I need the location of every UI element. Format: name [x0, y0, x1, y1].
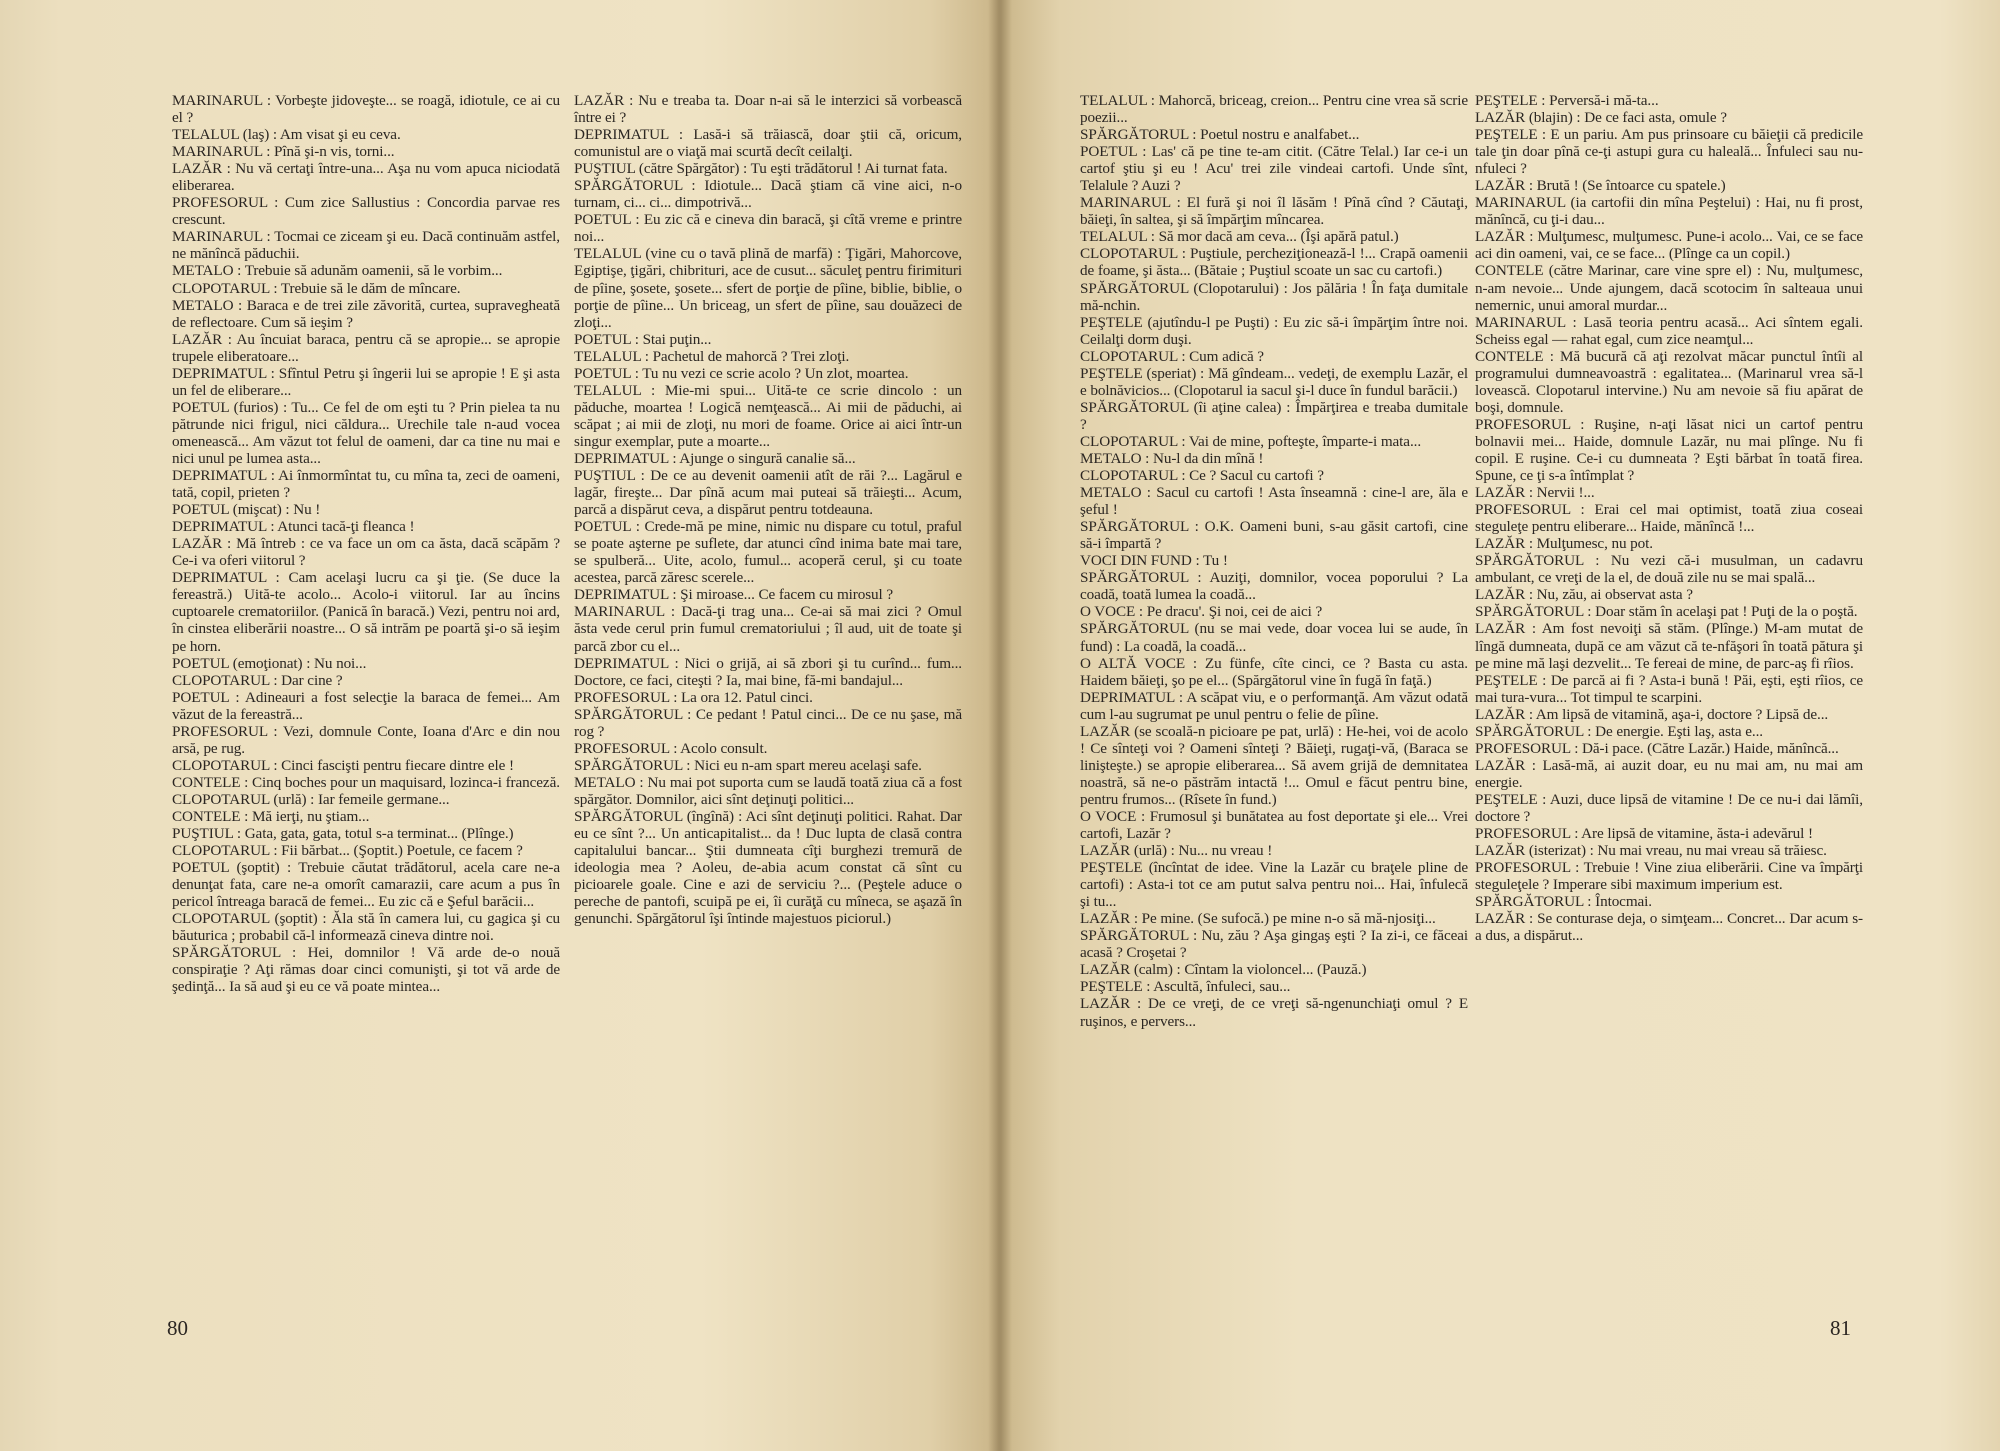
dialogue-line: PROFESORUL : La ora 12. Patul cinci.: [574, 688, 813, 706]
dialogue-line: PROFESORUL : Acolo consult.: [574, 739, 768, 757]
dialogue-line: LAZĂR (se scoală-n picioare pe pat, urlă) : He-hei, voi de acolo ! Ce sînteţi voi ? Oameni sînteţi ? Băieţi, rugaţi-vă, (Baraca se linişteşte.) se apropie eliberarea... Să avem grijă de demnitatea noastră, să ne-o păstrăm intactă !... Omul e făcut pentru bine, pentru frumos... (Rîsete în fund.): [1080, 722, 1468, 808]
dialogue-line: CLOPOTARUL : Dar cine ?: [172, 671, 343, 689]
dialogue-line: PROFESORUL : Dă-i pace. (Către Lazăr.) Haide, mănîncă...: [1475, 739, 1839, 757]
dialogue-line: PEŞTELE (încîntat de idee. Vine la Lazăr cu braţele pline de cartofi) : Asta-i tot ce am putut salva pentru noi... Hai, înfulecă şi tu...: [1080, 859, 1468, 911]
column-left-2: [574, 92, 962, 927]
dialogue-line: MARINARUL : El fură şi noi îl lăsăm ! Pînă cînd ? Căutaţi, băieţi, în saltea, şi să împărţim mîncarea.: [1080, 194, 1468, 229]
dialogue-line: PROFESORUL : Cum zice Sallustius : Concordia parvae res crescunt.: [172, 194, 560, 229]
dialogue-line: LAZĂR (calm) : Cîntam la violoncel... (Pauză.): [1080, 961, 1367, 979]
dialogue-line: POETUL (emoţionat) : Nu noi...: [172, 654, 367, 672]
dialogue-line: DEPRIMATUL : Ajunge o singură canalie să...: [574, 449, 856, 467]
dialogue-line: PEŞTELE : Ascultă, înfuleci, sau...: [1080, 978, 1291, 996]
dialogue-line: CLOPOTARUL : Vai de mine, pofteşte, împarte-i mata...: [1080, 432, 1422, 450]
dialogue-line: CLOPOTARUL : Puştiule, percheziţionează-l !... Crapă oamenii de foame, şi ăsta... (Bătaie ; Puştiul scoate un sac cu cartofi.): [1080, 245, 1468, 280]
dialogue-line: PEŞTELE : De parcă ai fi ? Asta-i bună ! Păi, eşti, eşti rîios, ce mai tura-vura... Tot timpul te scarpini.: [1475, 671, 1863, 706]
dialogue-line: DEPRIMATUL : Lasă-i să trăiască, doar ştii că, oricum, comunistul are o viaţă mai scurtă decît ceilalţi.: [574, 126, 962, 161]
dialogue-line: SPĂRGĂTORUL : Idiotule... Dacă ştiam că vine aici, n-o turnam, ci... ci... dimpotrivă...: [574, 177, 962, 212]
dialogue-line: SPĂRGĂTORUL : Nu, zău ? Aşa gingaş eşti ? Ia zi-i, ce făceai acasă ? Croşetai ?: [1080, 927, 1468, 962]
dialogue-line: CONTELE : Mă bucură că aţi rezolvat măcar punctul întîi al programului dumneavoastră : egalitatea... (Marinarul vrea să-l lovească. Clopotarul intervine.) Nu am nevoie să fiu apărat de boşi, domnule.: [1475, 347, 1863, 416]
dialogue-line: LAZĂR : Am lipsă de vitamină, aşa-i, doctore ? Lipsă de...: [1475, 705, 1829, 723]
dialogue-line: METALO : Trebuie să adunăm oamenii, să le vorbim...: [172, 262, 503, 280]
dialogue-line: TELALUL (vine cu o tavă plină de marfă) : Ţigări, Mahorcove, Egiptişe, ţigări, chibrituri, ace de cusut... săculeţ pentru firimituri de pîine, şosete, şosete... sfert de porţie de pîine, biblie, biblie, o porţie de pîine... Un briceag, un sfert de pîine, sau douăzeci de zloţi...: [574, 245, 962, 331]
dialogue-line: LAZĂR : Mulţumesc, mulţumesc. Pune-i acolo... Vai, ce se face aci din oameni, vai, ce se face... (Plînge ca un copil.): [1475, 228, 1863, 263]
dialogue-line: PROFESORUL : Ruşine, n-aţi lăsat nici un cartof pentru bolnavii mei... Haide, domnule Lazăr, nu mai plînge. Nu fi copil. E ruşine. Ce-i cu dumneata ? Eşti bărbat în toată firea. Spune, ce ţi s-a întîmplat ?: [1475, 415, 1863, 485]
dialogue-line: POETUL : Adineauri a fost selecţie la baraca de femei... Am văzut de la fereastră...: [172, 688, 560, 723]
dialogue-line: SPĂRGĂTORUL : Doar stăm în acelaşi pat ! Puţi de la o poştă.: [1475, 603, 1858, 621]
dialogue-line: LAZĂR : Nu vă certaţi între-una... Aşa nu vom apuca niciodată eliberarea.: [172, 160, 560, 195]
dialogue-line: LAZĂR : Lasă-mă, ai auzit doar, eu nu mai am, nu mai am energie.: [1475, 756, 1863, 791]
page-number-right: 81: [1830, 1316, 1851, 1340]
dialogue-line: POETUL (şoptit) : Trebuie căutat trădătorul, acela care ne-a denunţat fata, care ne-a omorît camarazii, care acum a pus în pericol întreaga baracă de femei... Eu zic că e Şeful barăcii...: [172, 859, 560, 911]
dialogue-line: PEŞTELE : E un pariu. Am pus prinsoare cu băieţii că predicile tale ţin doar pînă ce-ţi astupi gura cu haleală... Înfuleci sau nu-nfuleci ?: [1475, 126, 1863, 178]
dialogue-line: POETUL : Stai puţin...: [574, 330, 712, 348]
dialogue-line: PEŞTELE (ajutîndu-l pe Puşti) : Eu zic să-i împărţim între noi. Ceilalţi dorm duşi.: [1080, 313, 1468, 348]
dialogue-line: LAZĂR : Brută ! (Se întoarce cu spatele.): [1475, 177, 1726, 195]
dialogue-line: DEPRIMATUL : Atunci tacă-ţi fleanca !: [172, 518, 415, 536]
dialogue-line: PEŞTELE : Auzi, duce lipsă de vitamine ! De ce nu-i dai lămîi, doctore ?: [1475, 790, 1863, 825]
dialogue-line: SPĂRGĂTORUL : Hei, domnilor ! Vă arde de-o nouă conspiraţie ? Aţi rămas doar cinci comunişti, şi tot vă arde de şedinţă... Ia să aud şi eu ce vă poate mintea...: [172, 944, 560, 996]
dialogue-line: CLOPOTARUL (urlă) : Iar femeile germane...: [172, 790, 450, 808]
column-right-2: [1475, 92, 1863, 944]
dialogue-line: PROFESORUL : Trebuie ! Vine ziua eliberării. Cine va împărţi steguleţele ? Imperare sibi maximum imperium est.: [1475, 859, 1863, 894]
dialogue-line: LAZĂR : Pe mine. (Se sufocă.) pe mine n-o să mă-njosiţi...: [1080, 910, 1436, 928]
dialogue-line: SPĂRGĂTORUL : Nici eu n-am spart mereu acelaşi safe.: [574, 756, 922, 774]
dialogue-line: SPĂRGĂTORUL (Clopotarului) : Jos pălăria ! În faţa dumitale mă-nchin.: [1080, 279, 1468, 314]
dialogue-line: MARINARUL (ia cartofii din mîna Peştelui) : Hai, nu fi prost, mănîncă, cu ţi-i dau...: [1475, 194, 1863, 229]
dialogue-line: LAZĂR : Au încuiat baraca, pentru că se apropie... se apropie trupele eliberatoare...: [172, 330, 560, 365]
dialogue-line: CONTELE (către Marinar, care vine spre el) : Nu, mulţumesc, n-am nevoie... Unde ajungem, dacă scotocim în salteaua unui nemernic, unui amoral murdar...: [1475, 262, 1863, 314]
dialogue-line: LAZĂR : Mulţumesc, nu pot.: [1475, 535, 1653, 553]
dialogue-line: CLOPOTARUL : Fii bărbat... (Şoptit.) Poetule, ce facem ?: [172, 842, 523, 860]
dialogue-line: MARINARUL : Pînă şi-n vis, torni...: [172, 143, 395, 161]
dialogue-line: CLOPOTARUL (şoptit) : Ăla stă în camera lui, cu gagica şi cu băuturica ; probabil că-l informează cineva dintre noi.: [172, 910, 560, 945]
dialogue-line: SPĂRGĂTORUL : Nu vezi că-i musulman, un cadavru ambulant, ce vreţi de la el, de două zile nu se mai spală...: [1475, 552, 1863, 587]
dialogue-line: O ALTĂ VOCE : Zu fünfe, cîte cinci, ce ? Basta cu asta. Haidem băieţi, şo pe el... (Spărgătorul vine în fugă în faţă.): [1080, 654, 1468, 689]
dialogue-line: TELALUL : Mie-mi spui... Uită-te ce scrie dincolo : un păduche, moartea ! Logică nemţească... Ai mii de păduchi, ai scăpat ; ai mii de zloţi, nu mori de foame. Orice ai aici într-un singur exemplar, pute a moarte...: [574, 381, 962, 450]
dialogue-line: TELALUL (laş) : Am visat şi eu ceva.: [172, 126, 401, 144]
dialogue-line: LAZĂR : De ce vreţi, de ce vreţi să-ngenunchiaţi omul ? E ruşinos, e pervers...: [1080, 995, 1468, 1030]
dialogue-line: METALO : Baraca e de trei zile zăvorită, curtea, supravegheată de reflectoare. Cum să ieşim ?: [172, 296, 560, 331]
dialogue-line: METALO : Nu mai pot suporta cum se laudă toată ziua că a fost spărgător. Domnilor, aici sînt deţinuţi politici...: [574, 773, 962, 808]
dialogue-line: METALO : Sacul cu cartofi ! Asta înseamnă : cine-l are, ăla e şeful !: [1080, 484, 1468, 519]
dialogue-line: SPĂRGĂTORUL : Auziţi, domnilor, vocea poporului ? La coadă, toată lumea la coadă...: [1080, 569, 1468, 604]
dialogue-line: LAZĂR (blajin) : De ce faci asta, omule ?: [1475, 109, 1727, 127]
dialogue-line: DEPRIMATUL : Nici o grijă, ai să zbori şi tu curînd... fum... Doctore, ce faci, citeşti ? Ia, mai bine, fă-mi bandajul...: [574, 654, 962, 689]
dialogue-line: DEPRIMATUL : Ai înmormîntat tu, cu mîna ta, zeci de oameni, tată, copil, prieten ?: [172, 467, 560, 502]
dialogue-line: MARINARUL : Tocmai ce ziceam şi eu. Dacă continuăm astfel, ne mănîncă păduchii.: [172, 228, 560, 263]
dialogue-line: PUŞTIUL : De ce au devenit oamenii atît de răi ?... Lagărul e lagăr, fireşte... Dar pînă acum mai puteai să trăieşti... Acum, parcă a dispărut ceva, a dispărut pentru totdeauna.: [574, 467, 962, 519]
dialogue-line: LAZĂR (isterizat) : Nu mai vreau, nu mai vreau să trăiesc.: [1475, 842, 1827, 860]
dialogue-line: MARINARUL : Dacă-ţi trag una... Ce-ai să mai zici ? Omul ăsta vede cerul prin fumul crematoriului ; îl aud, uit de toate şi parcă zbor cu el...: [574, 603, 962, 655]
column-left-1: [172, 92, 560, 995]
dialogue-line: SPĂRGĂTORUL (îngînă) : Aci sînt deţinuţi politici. Rahat. Dar eu ce sînt ?... Un anticapitalist... da ! Duc lupta de clasă contra capitalului bancar... Ştii dumneata cîţi burghezi tremură de ideologia mea ? Aoleu, de-abia acum constat că sînt cu picioarele goale. Cine e azi de serviciu ?... (Peştele aduce o pereche de pantofi, scuipă pe ei, îi curăţă cu mîneca, se aşază în genunchi. Spărgătorul îşi întinde majestuos piciorul.): [574, 807, 962, 928]
dialogue-line: SPĂRGĂTORUL (nu se mai vede, doar vocea lui se aude, în fund) : La coadă, la coadă...: [1080, 620, 1468, 655]
dialogue-line: VOCI DIN FUND : Tu !: [1080, 552, 1228, 570]
dialogue-line: POETUL : Eu zic că e cineva din baracă, şi cîtă vreme e printre noi...: [574, 211, 962, 246]
dialogue-line: CLOPOTARUL : Trebuie să le dăm de mîncare.: [172, 279, 461, 297]
dialogue-line: DEPRIMATUL : Cam acelaşi lucru ca şi ţie. (Se duce la fereastră.) Uită-te acolo... Acolo-i viitorul. Iar au încins cuptoarele crematoriilor. (Panică în baracă.) Vezi, pentru noi ard, în cinstea eliberării noastre... O să intrăm pe poartă şi-o să ieşim pe horn.: [172, 569, 560, 655]
dialogue-line: CONTELE : Mă ierţi, nu ştiam...: [172, 807, 370, 825]
dialogue-line: DEPRIMATUL : Şi miroase... Ce facem cu mirosul ?: [574, 586, 894, 604]
dialogue-line: PROFESORUL : Erai cel mai optimist, toată ziua coseai steguleţe pentru eliberare... Haide, mănîncă !...: [1475, 501, 1863, 536]
dialogue-line: PUŞTIUL : Gata, gata, gata, totul s-a terminat... (Plînge.): [172, 825, 514, 843]
dialogue-line: SPĂRGĂTORUL : Întocmai.: [1475, 893, 1652, 911]
dialogue-line: CONTELE : Cinq boches pour un maquisard, lozinca-i franceză.: [172, 773, 560, 791]
dialogue-line: SPĂRGĂTORUL : De energie. Eşti laş, asta e...: [1475, 722, 1763, 740]
dialogue-line: PROFESORUL : Vezi, domnule Conte, Ioana d'Arc e din nou arsă, pe rug.: [172, 722, 560, 757]
dialogue-line: POETUL (furios) : Tu... Ce fel de om eşti tu ? Prin pielea ta nu pătrunde nici frigul, nici căldura... Urechile tale n-aud vocea omenească... Am văzut tot felul de oameni, dar ca tine nu mai e nici unul pe lumea asta...: [172, 398, 560, 467]
dialogue-line: LAZĂR : Nu, zău, ai observat asta ?: [1475, 586, 1693, 604]
dialogue-line: SPĂRGĂTORUL : Ce pedant ! Patul cinci... De ce nu şase, mă rog ?: [574, 705, 962, 740]
page-number-left: 80: [167, 1316, 188, 1340]
dialogue-line: PROFESORUL : Are lipsă de vitamine, ăsta-i adevărul !: [1475, 825, 1813, 843]
dialogue-line: SPĂRGĂTORUL : Poetul nostru e analfabet...: [1080, 126, 1360, 144]
book-gutter: [988, 0, 1012, 1451]
dialogue-line: LAZĂR (urlă) : Nu... nu vreau !: [1080, 842, 1273, 860]
dialogue-line: O VOCE : Frumosul şi bunătatea au fost deportate şi ele... Vrei cartofi, Lazăr ?: [1080, 807, 1468, 843]
dialogue-line: POETUL (mişcat) : Nu !: [172, 501, 321, 519]
dialogue-line: TELALUL : Pachetul de mahorcă ? Trei zloţi.: [574, 347, 850, 365]
dialogue-line: SPĂRGĂTORUL : O.K. Oameni buni, s-au găsit cartofi, cine să-i împartă ?: [1080, 518, 1468, 553]
dialogue-line: PUŞTIUL (către Spărgător) : Tu eşti trădătorul ! Ai turnat fata.: [574, 160, 948, 178]
dialogue-line: LAZĂR : Se conturase deja, o simţeam... Concret... Dar acum s-a dus, a dispărut...: [1475, 910, 1863, 945]
column-right-1: [1080, 92, 1468, 1030]
dialogue-line: POETUL : Las' că pe tine te-am citit. (Către Telal.) Iar ce-i un cartof ştiu şi eu ! Acu' trei zile vindeai cartofi. Unde sînt, Telalule ? Auzi ?: [1080, 143, 1468, 195]
dialogue-line: TELALUL : Să mor dacă am ceva... (Îşi apără patul.): [1080, 228, 1399, 246]
dialogue-line: MARINARUL : Lasă teoria pentru acasă... Aci sîntem egali. Scheiss egal — rahat egal, cum zice neamţul...: [1475, 313, 1863, 348]
dialogue-line: O VOCE : Pe dracu'. Şi noi, cei de aici ?: [1080, 603, 1323, 621]
dialogue-line: SPĂRGĂTORUL (îi aţine calea) : Împărţirea e treaba dumitale ?: [1080, 398, 1468, 433]
dialogue-line: LAZĂR : Nu e treaba ta. Doar n-ai să le interzici să vorbească între ei ?: [574, 92, 962, 127]
dialogue-line: LAZĂR : Nervii !...: [1475, 484, 1595, 502]
dialogue-line: DEPRIMATUL : Sfîntul Petru şi îngerii lui se apropie ! E şi asta un fel de eliberare...: [172, 364, 560, 399]
dialogue-line: PEŞTELE (speriat) : Mă gîndeam... vedeţi, de exemplu Lazăr, el e bolnăvicios... (Clopotarul ia sacul şi-l duce în fundul barăcii.): [1080, 364, 1468, 399]
dialogue-line: PEŞTELE : Perversă-i mă-ta...: [1475, 92, 1659, 109]
dialogue-line: CLOPOTARUL : Ce ? Sacul cu cartofi ?: [1080, 467, 1324, 485]
dialogue-line: METALO : Nu-l da din mînă !: [1080, 449, 1264, 467]
dialogue-line: LAZĂR : Mă întreb : ce va face un om ca ăsta, dacă scăpăm ? Ce-i va oferi viitorul ?: [172, 535, 560, 570]
dialogue-line: LAZĂR : Am fost nevoiţi să stăm. (Plînge.) M-am mutat de lîngă dumneata, după ce am văzut că te-nfăşori în toată pătura şi pe mine mă laşi dezvelit... Te fereai de mine, de parc-aş fi rîios.: [1475, 620, 1863, 672]
dialogue-line: POETUL : Tu nu vezi ce scrie acolo ? Un zlot, moartea.: [574, 364, 909, 382]
dialogue-line: DEPRIMATUL : A scăpat viu, e o performanţă. Am văzut odată cum l-au sugrumat pe unul pentru o felie de pîine.: [1080, 688, 1468, 723]
right-page: [1000, 0, 2000, 1451]
dialogue-line: MARINARUL : Vorbeşte jidoveşte... se roagă, idiotule, ce ai cu el ?: [172, 92, 560, 127]
dialogue-line: POETUL : Crede-mă pe mine, nimic nu dispare cu totul, praful se poate aşterne pe suflete, dar atunci cînd inima bate mai tare, se spulberă... Uite, acolo, fumul... acoperă cerul, şi cu toate acestea, parcă zăresc scerele...: [574, 518, 962, 587]
dialogue-line: CLOPOTARUL : Cinci fascişti pentru fiecare dintre ele !: [172, 756, 514, 774]
dialogue-line: CLOPOTARUL : Cum adică ?: [1080, 347, 1264, 365]
dialogue-line: TELALUL : Mahorcă, briceag, creion... Pentru cine vrea să scrie poezii...: [1080, 92, 1468, 127]
